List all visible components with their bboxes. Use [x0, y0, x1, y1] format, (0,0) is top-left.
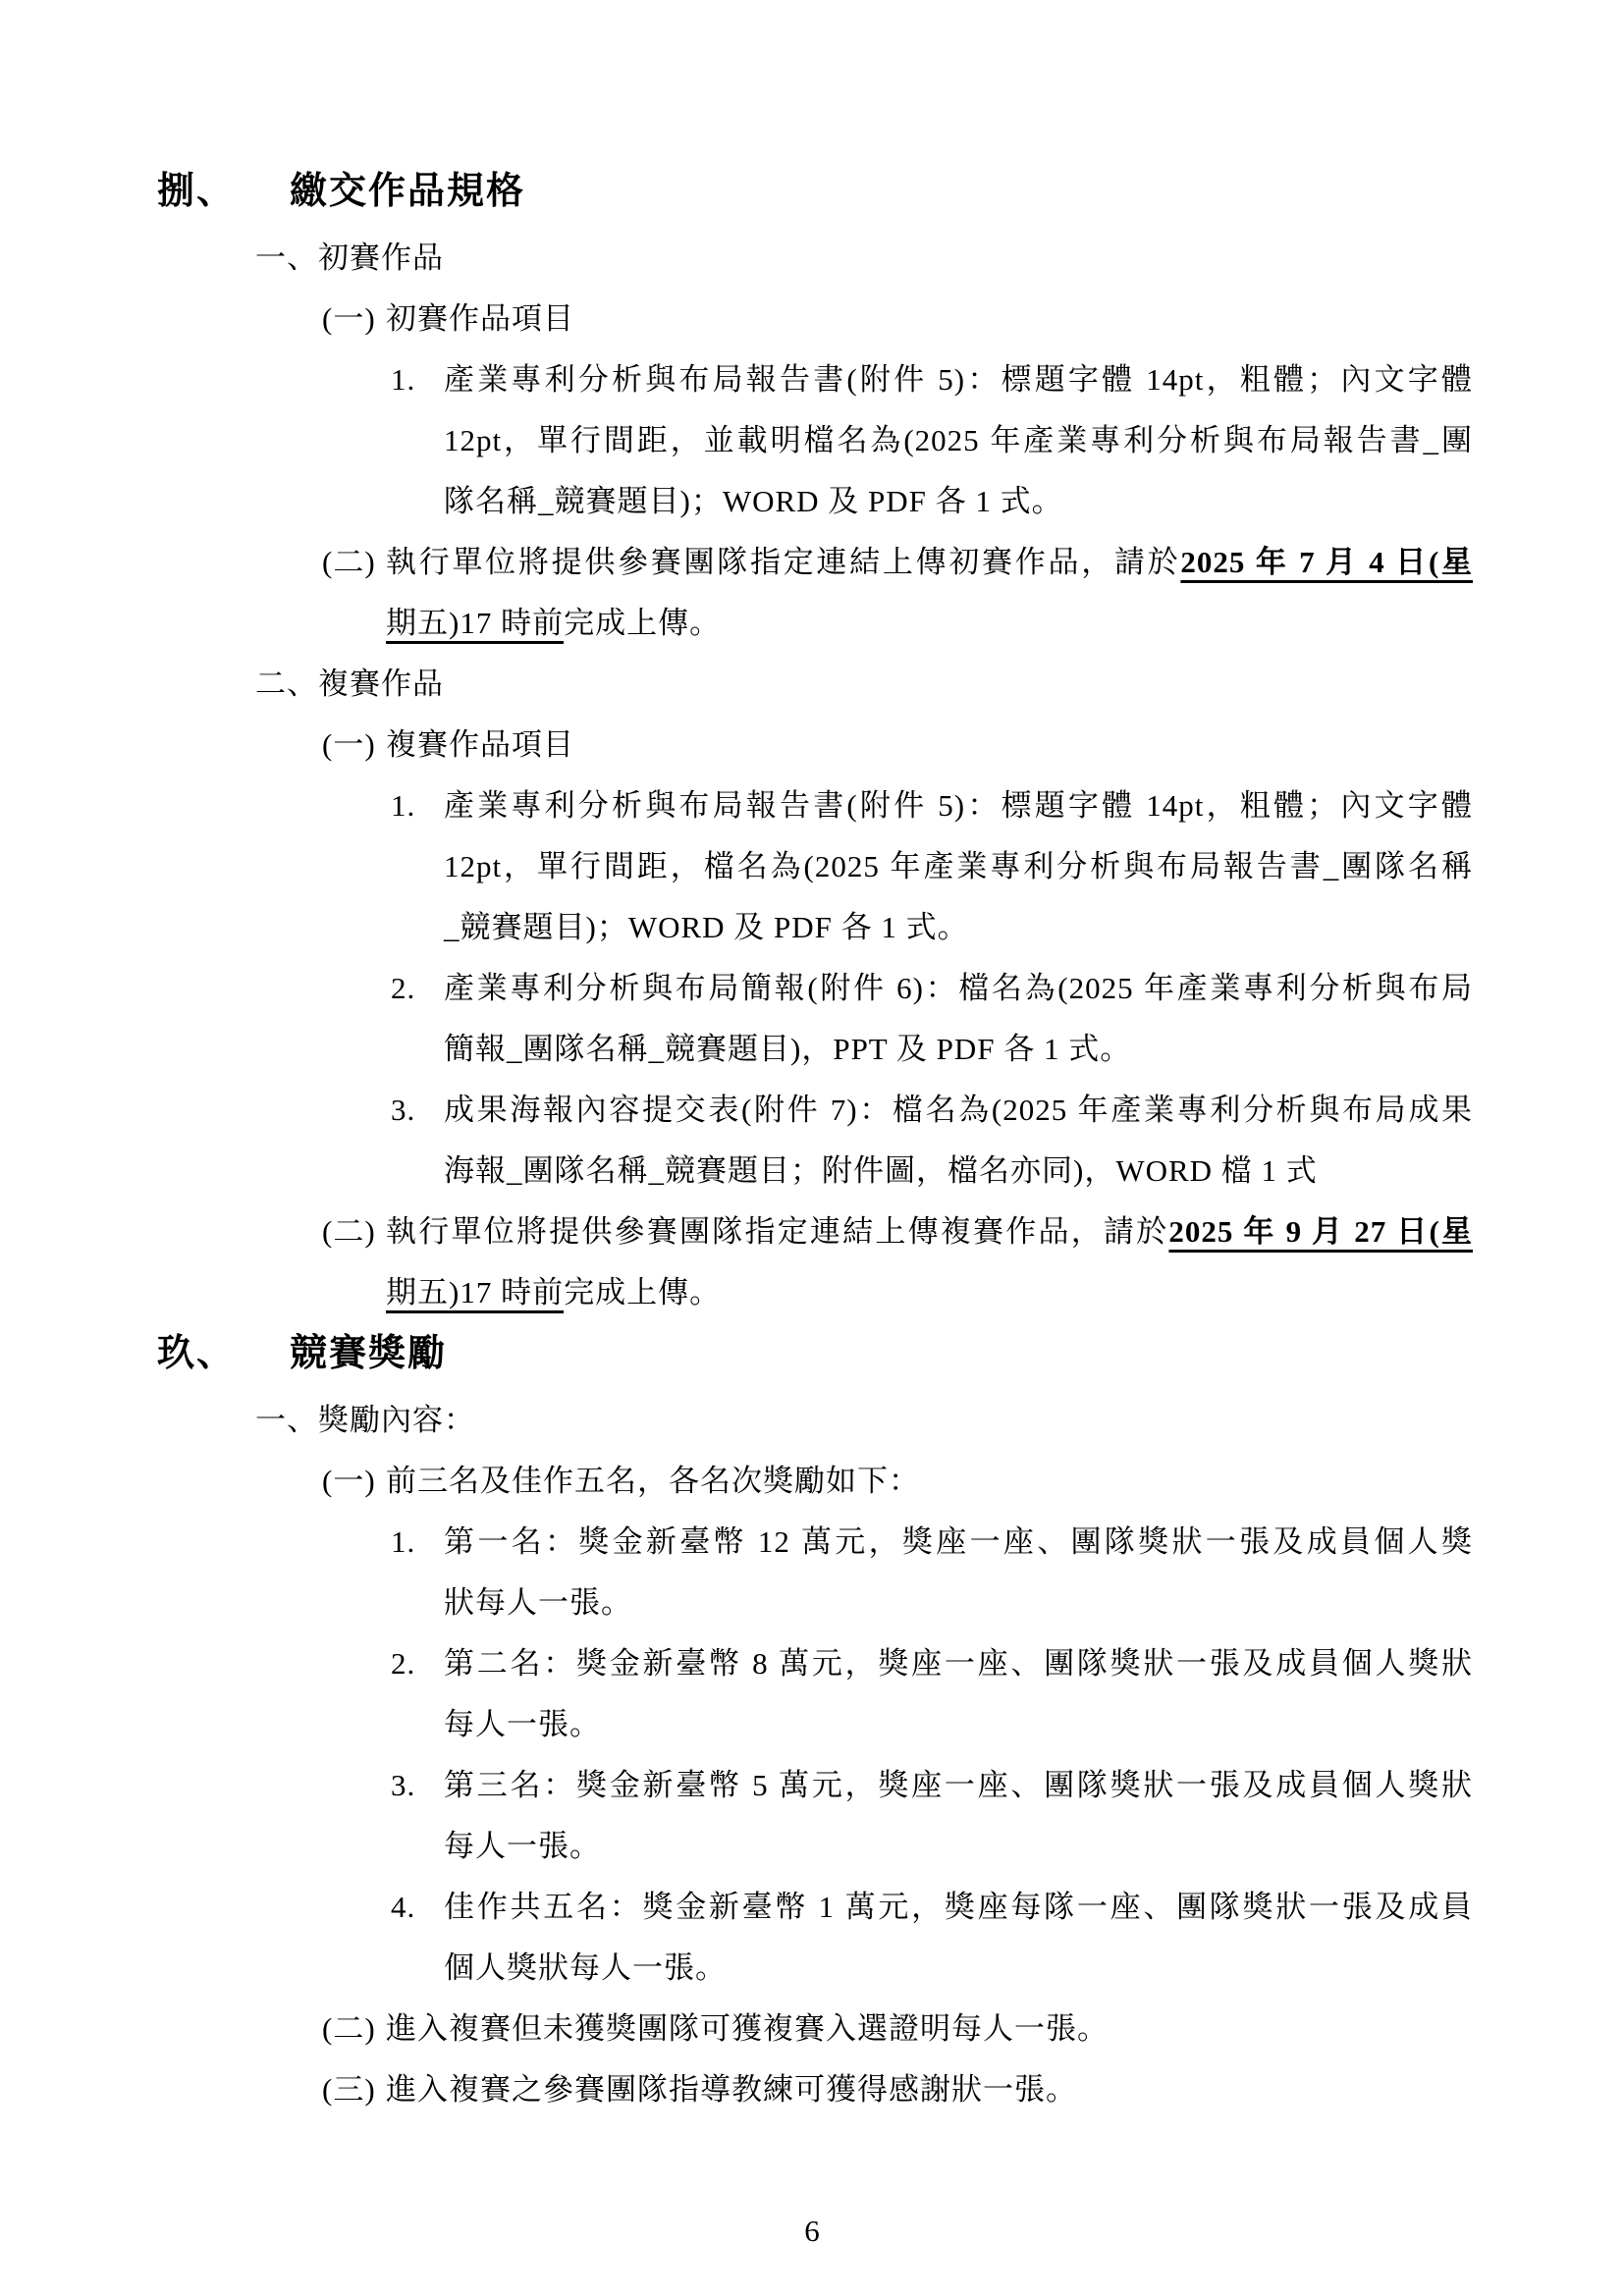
- clause: [322, 715, 1624, 775]
- item-line: 第二名：獎金新臺幣 8 萬元，獎座一座、團隊獎狀一張及成員個人獎狀: [444, 1646, 1473, 1681]
- numbered-item: [391, 349, 1624, 532]
- item-line: 佳作共五名：獎金新臺幣 1 萬元，獎座每隊一座、團隊獎狀一張及成員: [444, 1890, 1473, 1924]
- clause-text: [386, 1201, 1473, 1323]
- numbered-item: [391, 1755, 1624, 1877]
- clause-text: 複賽作品項目: [386, 727, 574, 762]
- clause-prefix: (二): [322, 1214, 376, 1249]
- clause-prefix: (二): [322, 545, 376, 579]
- item-text: [444, 1633, 1473, 1755]
- clause-body: 完成上傳。: [564, 1275, 722, 1309]
- numbered-item: [391, 1512, 1624, 1633]
- clause-prefix: (一): [322, 301, 376, 336]
- numbered-item: [391, 1633, 1624, 1755]
- clause-text: [386, 532, 1473, 654]
- item-line: 每人一張。: [444, 1707, 601, 1741]
- subsection-label-final-round: 二、複賽作品: [255, 667, 444, 701]
- item-line: 12pt，單行間距，並載明檔名為(2025 年產業專利分析與布局報告書_團: [444, 423, 1473, 457]
- deadline-date: 2025 年 7 月 4 日(星: [1180, 545, 1474, 579]
- item-line: 每人一張。: [444, 1829, 601, 1863]
- clause-text: 進入複賽但未獲獎團隊可獲複賽入選證明每人一張。: [386, 2011, 1109, 2046]
- clause-body: 完成上傳。: [564, 606, 722, 640]
- item-text: [444, 1755, 1473, 1877]
- item-text: [444, 958, 1473, 1080]
- item-line: 海報_團隊名稱_競賽題目；附件圖，檔名亦同)，WORD 檔 1 式: [444, 1153, 1318, 1188]
- item-line: 狀每人一張。: [444, 1585, 632, 1620]
- clause-prefix: (一): [322, 727, 376, 762]
- clause-text: 進入複賽之參賽團隊指導教練可獲得感謝狀一張。: [386, 2072, 1077, 2107]
- item-line: [386, 593, 1473, 654]
- clause: [322, 1201, 1624, 1323]
- deadline-time: 期五)17 時前: [386, 1275, 565, 1309]
- item-number: 1.: [391, 788, 416, 823]
- heading-number: 捌、: [157, 171, 237, 212]
- numbered-item: [391, 1877, 1624, 1999]
- item-line: 12pt，單行間距，檔名為(2025 年產業專利分析與布局報告書_團隊名稱: [444, 849, 1473, 883]
- item-text: [444, 1080, 1473, 1201]
- clause: [322, 289, 1624, 349]
- item-line: 成果海報內容提交表(附件 7)：檔名為(2025 年產業專利分析與布局成果: [444, 1093, 1473, 1127]
- item-number: 2.: [391, 971, 416, 1005]
- clause: [322, 1451, 1624, 1512]
- item-line: 個人獎狀每人一張。: [444, 1950, 727, 1985]
- clause-prefix: (三): [322, 2072, 376, 2107]
- deadline-date: 2025 年 9 月 27 日(星: [1168, 1214, 1474, 1249]
- page-number: 6: [804, 2214, 820, 2248]
- clause: [322, 2059, 1624, 2120]
- clause: [322, 1999, 1624, 2059]
- item-line: [386, 532, 1473, 593]
- numbered-item: [391, 1080, 1624, 1201]
- item-number: 1.: [391, 362, 416, 397]
- item-number: 2.: [391, 1646, 416, 1681]
- item-number: 3.: [391, 1093, 416, 1127]
- numbered-item: [391, 958, 1624, 1080]
- item-text: [444, 1512, 1473, 1633]
- heading-title: 競賽獎勵: [290, 1333, 448, 1374]
- item-number: 1.: [391, 1524, 416, 1559]
- item-number: 4.: [391, 1890, 416, 1924]
- item-number: 3.: [391, 1768, 416, 1802]
- clause-body: 執行單位將提供參賽團隊指定連結上傳初賽作品，請於: [386, 545, 1181, 579]
- clause-text: 前三名及佳作五名，各名次獎勵如下：: [386, 1464, 920, 1498]
- item-line: 隊名稱_競賽題目)；WORD 及 PDF 各 1 式。: [444, 484, 1063, 518]
- clause: [322, 532, 1624, 654]
- item-text: [444, 349, 1473, 532]
- section-9-heading: [157, 1323, 1624, 1384]
- heading-title: 繳交作品規格: [290, 171, 526, 212]
- item-text: [444, 1877, 1473, 1999]
- item-line: 第三名：獎金新臺幣 5 萬元，獎座一座、團隊獎狀一張及成員個人獎狀: [444, 1768, 1473, 1802]
- clause-body: 執行單位將提供參賽團隊指定連結上傳複賽作品，請於: [386, 1214, 1169, 1249]
- clause-prefix: (一): [322, 1464, 376, 1498]
- item-line: 產業專利分析與布局報告書(附件 5)：標題字體 14pt，粗體；內文字體: [444, 362, 1473, 397]
- item-line: 產業專利分析與布局簡報(附件 6)：檔名為(2025 年產業專利分析與布局: [444, 971, 1473, 1005]
- clause-prefix: (二): [322, 2011, 376, 2046]
- clause-text: 初賽作品項目: [386, 301, 574, 336]
- item-text: [444, 775, 1473, 958]
- item-line: 第一名：獎金新臺幣 12 萬元，獎座一座、團隊獎狀一張及成員個人獎: [444, 1524, 1473, 1559]
- item-line: _競賽題目)；WORD 及 PDF 各 1 式。: [444, 910, 969, 944]
- deadline-time: 期五)17 時前: [386, 606, 565, 640]
- heading-number: 玖、: [157, 1333, 237, 1374]
- item-line: [386, 1201, 1473, 1262]
- item-line: 簡報_團隊名稱_競賽題目)，PPT 及 PDF 各 1 式。: [444, 1032, 1132, 1066]
- subsection-label-rewards: 一、獎勵內容：: [255, 1403, 475, 1437]
- section-8-heading: [157, 161, 1624, 222]
- item-line: 產業專利分析與布局報告書(附件 5)：標題字體 14pt，粗體；內文字體: [444, 788, 1473, 823]
- numbered-item: [391, 775, 1624, 958]
- subsection-label-first-round: 一、初賽作品: [255, 240, 444, 275]
- item-line: [386, 1262, 1473, 1323]
